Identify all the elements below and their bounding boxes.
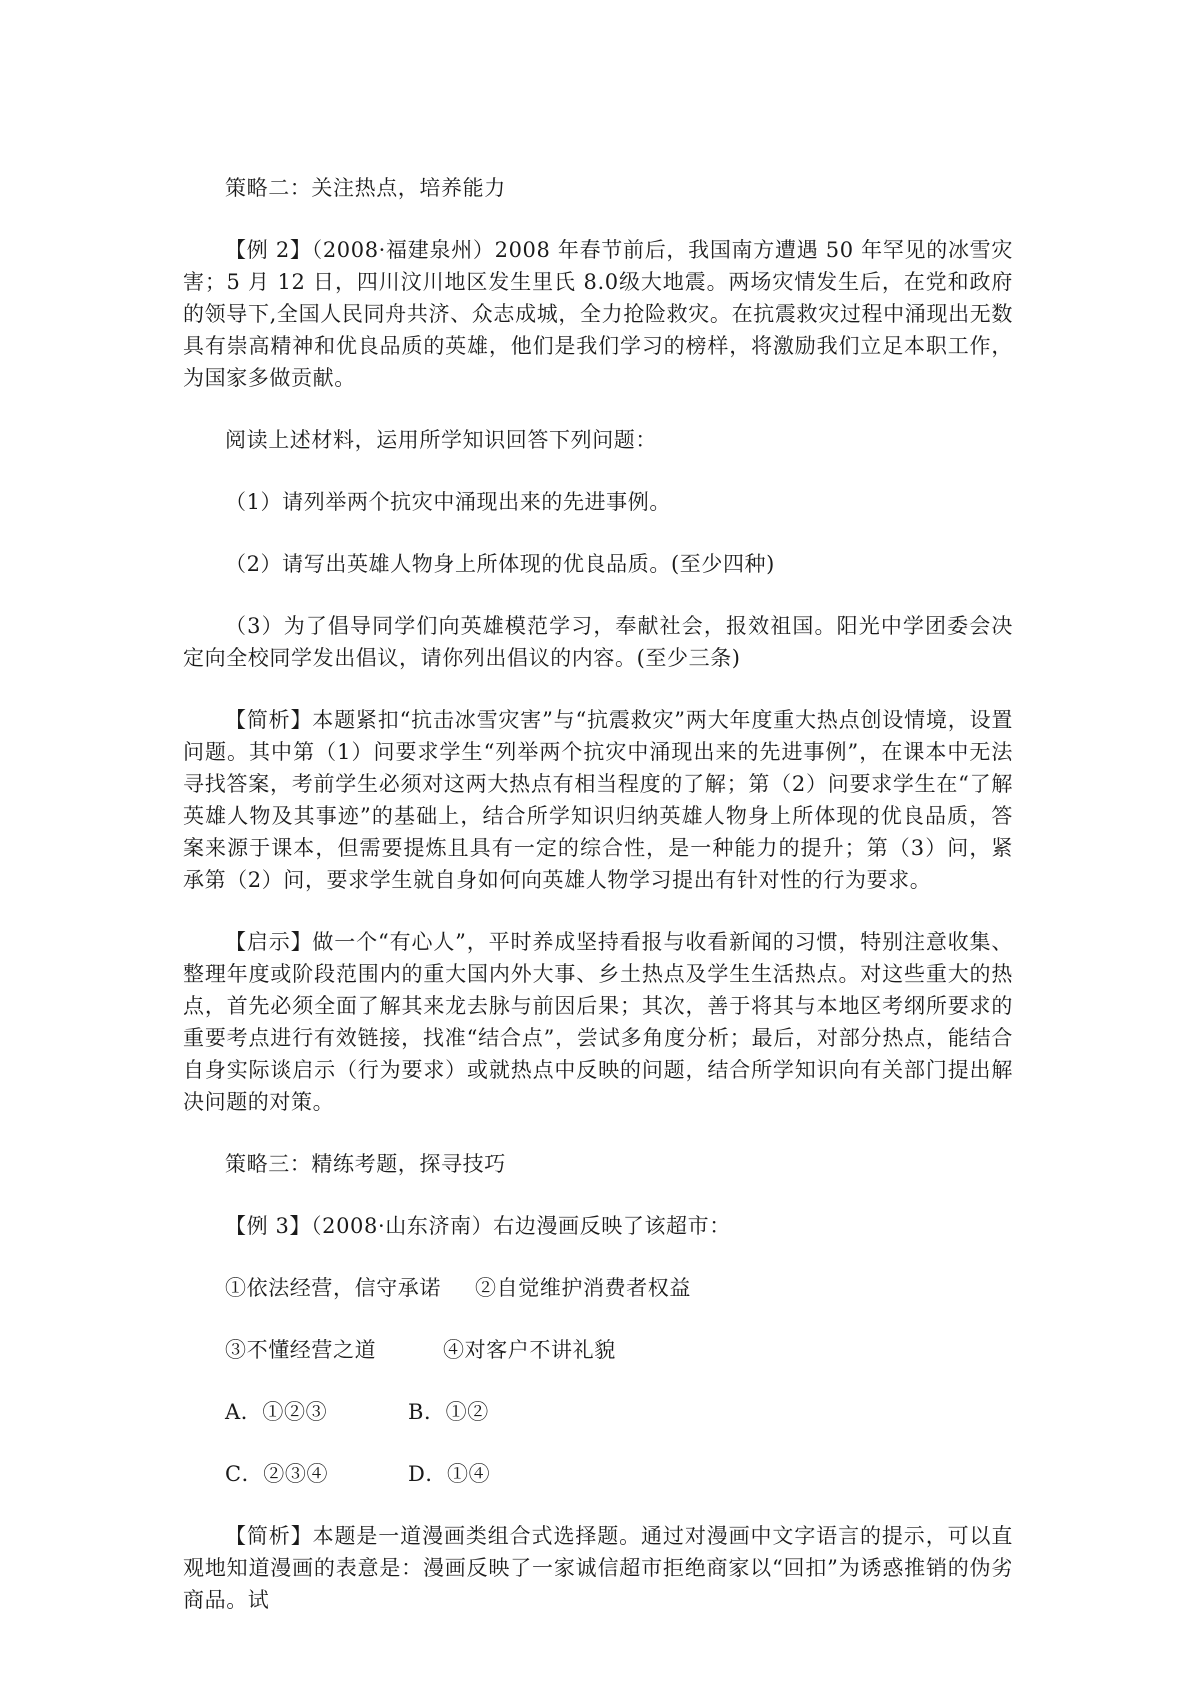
example2-insight: 【启示】做一个“有心人”，平时养成坚持看报与收看新闻的习惯，特别注意收集、整理年度或阶段范围内的重大国内外大事、乡土热点及学生生活热点。对这些重大的热点，首先必须全面了解其来龙去脉与前因后果；其次，善于将其与本地区考纲所要求的重要考点进行有效链接，找准“结合点”，尝试多角度分析；最后，对部分热点，能结合自身实际谈启示（行为要求）或就热点中反映的问题，结合所学知识向有关部门提出解决问题的对策。	[183, 930, 1013, 1114]
strategy3-heading: 策略三：精练考题，探寻技巧	[225, 1152, 506, 1176]
example2-question-2: （2）请写出英雄人物身上所体现的优良品质。(至少四种)	[225, 552, 775, 576]
option-2: ②自觉维护消费者权益	[475, 1276, 691, 1300]
option-4: ④对客户不讲礼貌	[443, 1338, 616, 1362]
example3-answers-row-2	[183, 1458, 1013, 1490]
answer-d: D．①④	[408, 1462, 491, 1486]
option-1: ①依法经营，信守承诺	[225, 1276, 441, 1300]
example3-answers-row-1	[183, 1396, 1013, 1428]
example2-question-1: （1）请列举两个抗灾中涌现出来的先进事例。	[225, 490, 671, 514]
option-3: ③不懂经营之道	[225, 1338, 377, 1362]
example2-question-3: （3）为了倡导同学们向英雄模范学习，奉献社会，报效祖国。阳光中学团委会决定向全校同学发出倡议，请你列出倡议的内容。(至少三条)	[183, 614, 1013, 670]
document-page	[183, 172, 1013, 1616]
example3-analysis: 【简析】本题是一道漫画类组合式选择题。通过对漫画中文字语言的提示，可以直观地知道漫画的表意是：漫画反映了一家诚信超市拒绝商家以“回扣”为诱惑推销的伪劣商品。试	[183, 1524, 1013, 1612]
answer-b: B．①②	[408, 1400, 489, 1424]
strategy2-heading: 策略二：关注热点，培养能力	[225, 176, 506, 200]
example2-intro: 【例 2】（2008·福建泉州）2008 年春节前后，我国南方遭遇 50 年罕见的冰雪灾害；5 月 12 日，四川汶川地区发生里氏 8.0级大地震。两场灾情发生后，在党和政府的领导下,全国人民同舟共济、众志成城，全力抢险救灾。在抗震救灾过程中涌现出无数具有崇高精神和优良品质的英雄，他们是我们学习的榜样，将激励我们立足本职工作，为国家多做贡献。	[183, 238, 1013, 390]
example2-prompt: 阅读上述材料，运用所学知识回答下列问题：	[225, 428, 657, 452]
example3-options-row-2	[183, 1334, 1013, 1366]
answer-c: C．②③④	[225, 1462, 329, 1486]
example3-options-row-1	[183, 1272, 1013, 1304]
example3-intro: 【例 3】（2008·山东济南）右边漫画反映了该超市：	[225, 1214, 731, 1238]
answer-a: A．①②③	[225, 1400, 328, 1424]
example2-analysis: 【简析】本题紧扣“抗击冰雪灾害”与“抗震救灾”两大年度重大热点创设情境，设置问题。其中第（1）问要求学生“列举两个抗灾中涌现出来的先进事例”，在课本中无法寻找答案，考前学生必须对这两大热点有相当程度的了解；第（2）问要求学生在“了解英雄人物及其事迹”的基础上，结合所学知识归纳英雄人物身上所体现的优良品质，答案来源于课本，但需要提炼且具有一定的综合性，是一种能力的提升；第（3）问，紧承第（2）问，要求学生就自身如何向英雄人物学习提出有针对性的行为要求。	[183, 708, 1013, 892]
